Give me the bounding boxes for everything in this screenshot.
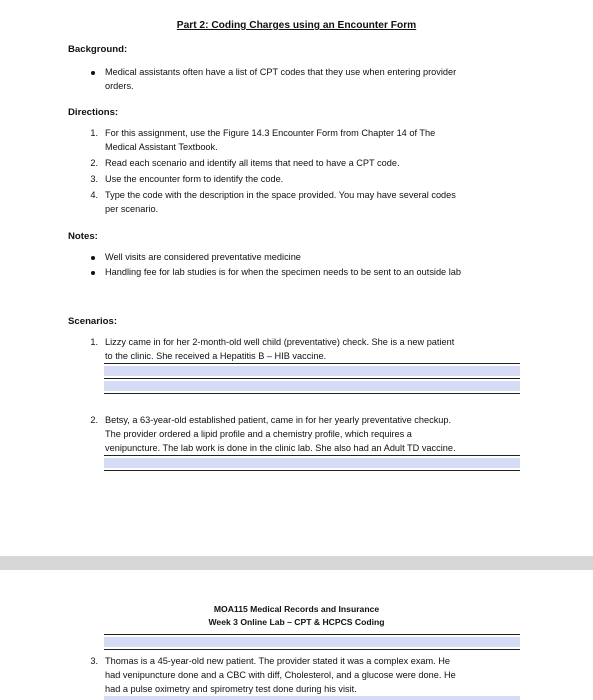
scenario-number: 2. <box>90 415 98 425</box>
bullet-dot <box>91 271 95 275</box>
scenarios-heading: Scenarios: <box>68 316 118 327</box>
notes-heading: Notes: <box>68 231 98 242</box>
direction-number: 3. <box>90 174 98 184</box>
scenario-line: had venipuncture done and a CBC with diff, Cholesterol, and a glucose were done. He <box>105 670 456 680</box>
scenario-line: venipuncture. The lab work is done in the clinic lab. She also had an Adult TD vaccine. <box>105 443 456 453</box>
directions-heading: Directions: <box>68 107 119 118</box>
document-page-2 <box>0 570 593 700</box>
answer-line <box>104 470 520 471</box>
direction-line: For this assignment, use the Figure 14.3 Encounter Form from Chapter 14 of The <box>105 128 436 138</box>
direction-number: 1. <box>90 128 98 138</box>
answer-field[interactable] <box>104 458 520 468</box>
scenario-line: had a pulse oximetry and spirometry test done during his visit. <box>105 684 357 694</box>
answer-line <box>104 393 520 394</box>
direction-line: Type the code with the description in the space provided. You may have several codes <box>105 190 456 200</box>
background-item-line1: Medical assistants often have a list of CPT codes that they use when entering provider <box>105 67 457 77</box>
direction-line: Medical Assistant Textbook. <box>105 142 218 152</box>
page-header-week: Week 3 Online Lab – CPT & HCPCS Coding <box>208 617 385 627</box>
answer-line <box>104 363 520 364</box>
scenario-line: Betsy, a 63-year-old established patient, came in for her yearly preventative checkup. <box>105 415 452 425</box>
direction-number: 4. <box>90 190 98 200</box>
scenario-line: to the clinic. She received a Hepatitis B – HIB vaccine. <box>105 351 327 361</box>
note-item: Handling fee for lab studies is for when the specimen needs to be sent to an outside lab <box>105 267 461 277</box>
answer-field[interactable] <box>104 696 520 700</box>
bullet-dot <box>91 256 95 260</box>
answer-field[interactable] <box>104 637 520 647</box>
direction-line: per scenario. <box>105 204 159 214</box>
answer-line <box>104 649 520 650</box>
answer-line <box>104 378 520 379</box>
page-title: Part 2: Coding Charges using an Encounter Form <box>176 20 417 31</box>
answer-line <box>104 455 520 456</box>
scenario-line: Lizzy came in for her 2-month-old well child (preventative) check. She is a new patient <box>105 337 455 347</box>
direction-number: 2. <box>90 158 98 168</box>
answer-field[interactable] <box>104 366 520 376</box>
page-divider <box>0 556 593 570</box>
note-item: Well visits are considered preventative medicine <box>105 252 301 262</box>
scenario-line: Thomas is a 45-year-old new patient. The provider stated it was a complex exam. He <box>105 656 451 666</box>
background-item-line2: orders. <box>105 81 134 91</box>
bullet-dot <box>91 71 95 75</box>
scenario-line: The provider ordered a lipid profile and a chemistry profile, which requires a <box>105 429 412 439</box>
background-heading: Background: <box>68 44 128 55</box>
answer-field[interactable] <box>104 381 520 391</box>
scenario-number: 3. <box>90 656 98 666</box>
direction-line: Read each scenario and identify all items that need to have a CPT code. <box>105 158 400 168</box>
page-header-course: MOA115 Medical Records and Insurance <box>213 604 380 614</box>
answer-line <box>104 634 520 635</box>
scenario-number: 1. <box>90 337 98 347</box>
direction-line: Use the encounter form to identify the code. <box>105 174 284 184</box>
